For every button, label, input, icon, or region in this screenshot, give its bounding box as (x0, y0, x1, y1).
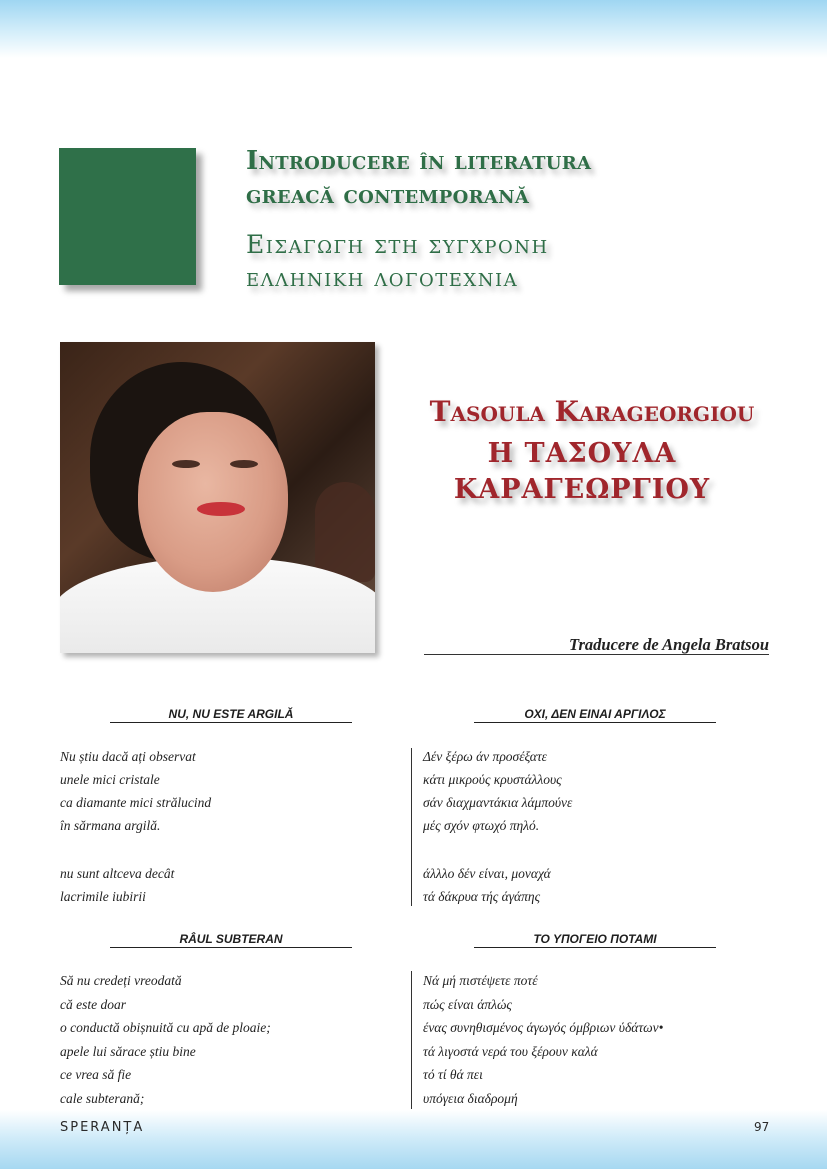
poem2-ro-line: apele lui sărace știu bine (60, 1044, 196, 1059)
poem1-ro-line: în sărmana argilă. (60, 818, 161, 833)
section-color-block (59, 148, 196, 285)
page-number: 97 (754, 1120, 770, 1134)
author-photo (60, 342, 375, 653)
footer-band (0, 1110, 827, 1169)
author-name-greek-line1: Η ΤΑΣΟΥΛΑ (487, 438, 677, 469)
magazine-name: SPERANȚA (60, 1120, 145, 1135)
poem2-ro-line: că este doar (60, 997, 126, 1012)
poem2-gr-line: πώς είναι άπλώς (423, 997, 512, 1012)
poem1-title-ro: NU, NU ESTE ARGILĂ (110, 707, 352, 723)
poem1-ro-line: nu sunt altceva decât (60, 866, 175, 881)
poem1-title-gr: ΟΧΙ, ΔΕΝ ΕΙΝΑΙ ΑΡΓΙΛΟΣ (474, 707, 716, 723)
poem2-ro-line: cale subterană; (60, 1091, 145, 1106)
translator-underline (424, 654, 769, 655)
translator-credit: Traducere de Angela Bratsou (569, 635, 769, 654)
poem1-ro-line: Nu știu dacă ați observat (60, 749, 196, 764)
poem1-gr-line: τά δάκρυα τής άγάπης (423, 889, 541, 904)
section-title-ro-line2: greacă contemporană (246, 180, 530, 210)
poem1-gr-line: σάν διαχμαντάκια λάμπούνε (423, 795, 573, 810)
poem2-gr-line: υπόγεια διαδρομή (423, 1091, 518, 1106)
poem2-gr-line: τά λιγοστά νερά του ξέρουν καλά (423, 1044, 598, 1059)
poem1-gr-line: Δέν ξέρω άν προσέξατε (423, 749, 547, 764)
poem2-gr-line: Νά μή πιστέψετε ποτέ (423, 973, 538, 988)
poem2-ro-line: Să nu credeți vreodată (60, 973, 182, 988)
photo-eye-right (230, 460, 258, 468)
poem1-gr-line: άλλλο δέν είναι, μοναχά (423, 866, 551, 881)
section-title-gr-line1: Εισαγωγη στη συγχρονη (246, 230, 549, 259)
poem1-ro-line: unele mici cristale (60, 772, 160, 787)
section-title-gr-line2: ελληνικη λογοτεχνια (246, 263, 519, 292)
poem2-ro-line: o conductă obișnuită cu apă de ploaie; (60, 1020, 271, 1035)
poem2-title-gr: ΤΟ ΥΠΟΓΕΙΟ ΠΟΤΑΜΙ (474, 932, 716, 948)
column-divider (411, 748, 412, 906)
poem2-ro-line: ce vrea să fie (60, 1067, 132, 1082)
photo-eye-left (172, 460, 200, 468)
poem2-gr-line: ένας συνηθισμένος άγωγός όμβριων ύδάτων• (423, 1020, 664, 1035)
poem2-title-ro: RÂUL SUBTERAN (110, 932, 352, 948)
poem1-ro-line: lacrimile iubirii (60, 889, 146, 904)
poem2-gr-line: τό τί θά πει (423, 1067, 483, 1082)
section-title-ro-line1: Introducere în literatura (246, 146, 592, 176)
column-divider (411, 971, 412, 1109)
author-name-greek-line2: ΚΑΡΑΓΕΩΡΓΙΟΥ (453, 474, 711, 505)
photo-lips (197, 502, 245, 516)
poem1-gr-line: κάτι μικρούς κρυστάλλους (423, 772, 562, 787)
poem1-ro-line: ca diamante mici strălucind (60, 795, 212, 810)
author-name-latin: Tasoula Karageorgiou (429, 395, 755, 428)
poem1-gr-line: μές σχόν φτωχό πηλό. (423, 818, 540, 833)
photo-background-figure (315, 482, 375, 582)
header-band (0, 0, 827, 58)
